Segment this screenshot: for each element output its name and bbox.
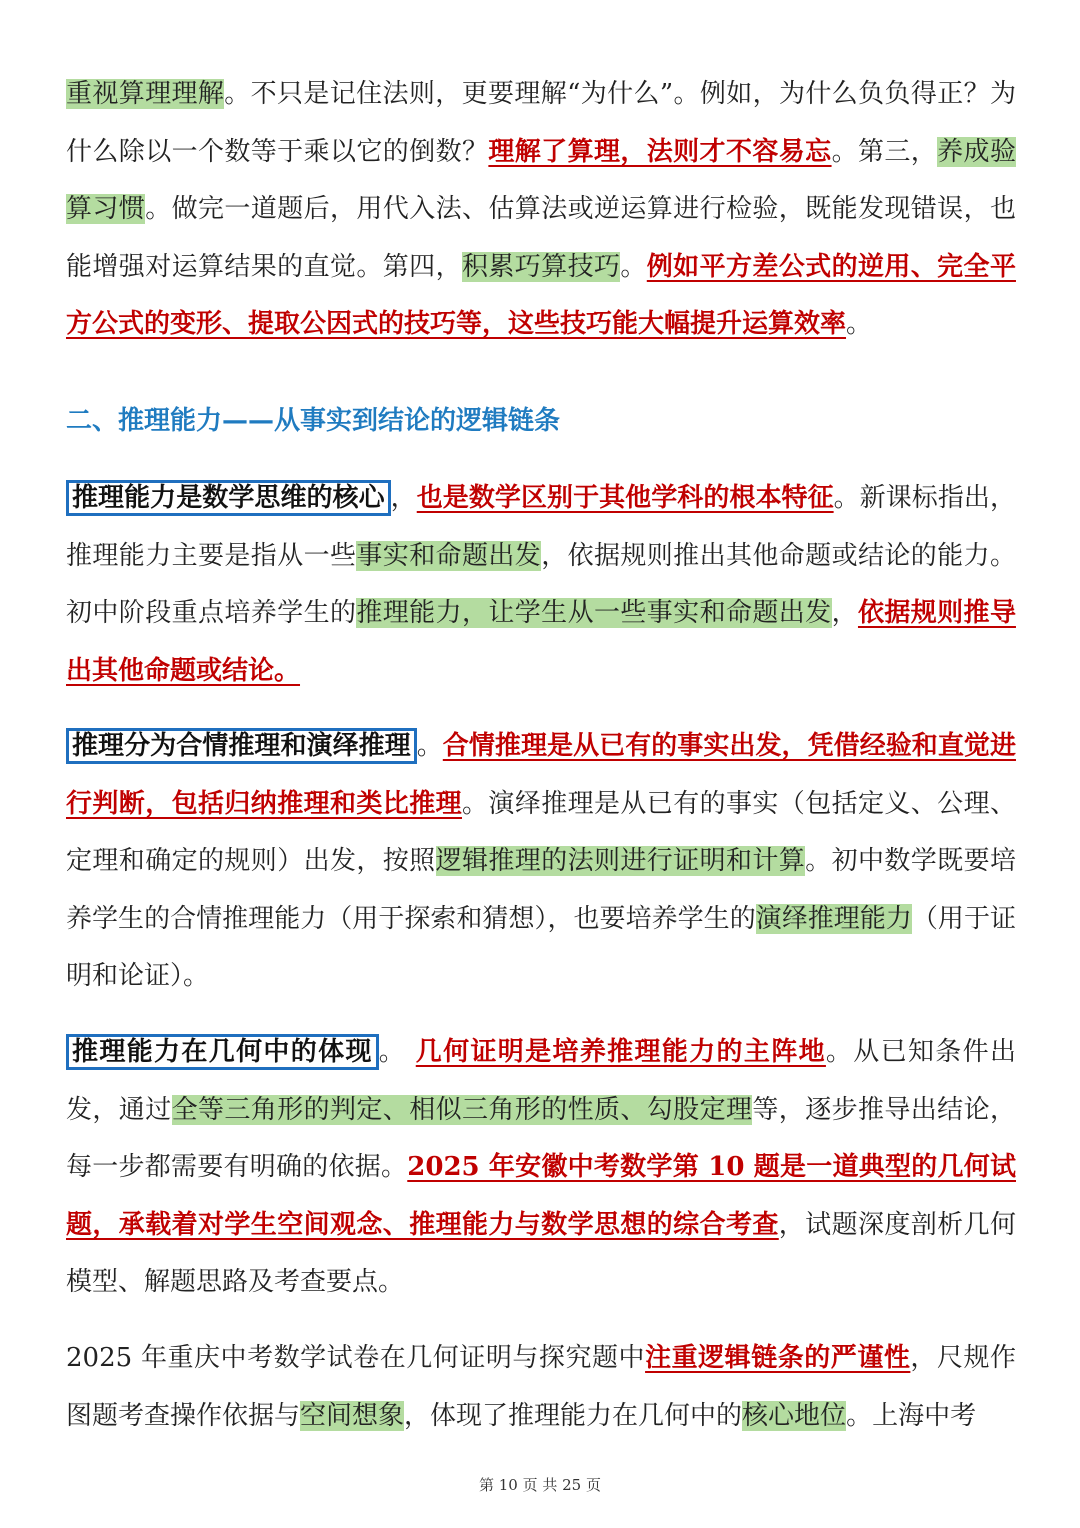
body-text: ，	[831, 598, 858, 628]
paragraph-geometry-reasoning	[66, 1024, 1016, 1312]
highlight-text: 演绎推理能力	[755, 903, 912, 934]
boxed-key-point: 推理分为合情推理和演绎推理	[66, 728, 417, 764]
highlight-text: 积累巧算技巧	[461, 251, 621, 282]
emphasis-text: 几何证明是培养推理能力的主阵地	[415, 1037, 826, 1067]
body-text: 。	[378, 1037, 416, 1067]
boxed-key-point: 推理能力在几何中的体现	[66, 1034, 379, 1070]
body-text: 。初中数学既要培养学生的合情推理能力（用于探索和猜想），也要培养学生的	[66, 846, 1016, 934]
emphasis-text: 注重逻辑链条的严谨性	[645, 1343, 911, 1373]
emphasis-text: 例如平方差公式的逆用、完全平方公式的变形、提取公因式的技巧等，这些技巧能大幅提升运算效率	[66, 251, 1016, 339]
body-text: ，依据规则推出其他命题或结论的能力。初中阶段重点培养学生的	[66, 540, 1016, 628]
highlight-text: 逻辑推理的法则进行证明和计算	[435, 846, 806, 876]
highlight-text: 养成验算习惯	[66, 136, 1016, 224]
section-heading: 二、推理能力——从事实到结论的逻辑链条	[66, 406, 561, 436]
highlight-text: 空间想象	[300, 1400, 405, 1431]
emphasis-text: 依据规则推导出其他命题或结论。	[66, 598, 1016, 686]
paragraph-reasoning-core	[66, 470, 1016, 700]
emphasis-text: 理解了算理，法则才不容易忘	[488, 136, 832, 167]
body-text: 。上海中考	[846, 1400, 977, 1431]
highlight-text: 重视算理理解	[66, 79, 225, 109]
body-text: 等，逐步推导出结论，每一步都需要有明确的依据。	[66, 1094, 1016, 1182]
body-text: ，	[390, 483, 417, 513]
body-text: 。	[620, 251, 647, 282]
body-text: 。从已知条件出发，通过	[66, 1037, 1016, 1125]
paragraph-computation-skills	[66, 66, 1016, 354]
boxed-key-point: 推理能力是数学思维的核心	[66, 480, 391, 516]
highlight-text: 核心地位	[742, 1400, 847, 1431]
body-text: 。做完一道题后，用代入法、估算法或逆运算进行检验，既能发现错误，也能增强对运算结果的直觉。第四，	[66, 194, 1016, 282]
body-text: 。第三，	[831, 136, 938, 167]
body-text: （用于证明和论证）。	[66, 903, 1016, 991]
highlight-text: 推理能力，让学生从一些事实和命题出发	[356, 598, 832, 628]
body-text: 2025 年重庆中考数学试卷在几何证明与探究题中	[66, 1343, 646, 1373]
body-text: 。新课标指出，推理能力主要是指从一些	[66, 483, 1016, 571]
page-number-footer: 第 10 页 共 25 页	[478, 1476, 601, 1494]
highlight-text: 事实和命题出发	[356, 540, 542, 571]
body-text: ，体现了推理能力在几何中的	[404, 1400, 743, 1431]
emphasis-text: 也是数学区别于其他学科的根本特征	[416, 483, 834, 513]
emphasis-text: 合情推理是从已有的事实出发，凭借经验和直觉进行判断，包括归纳推理和类比推理	[66, 731, 1016, 819]
body-text: 。演绎推理是从已有的事实（包括定义、公理、定理和确定的规则）出发，按照	[66, 788, 1016, 876]
paragraph-reasoning-types	[66, 718, 1016, 1006]
body-text: ，尺规作图题考查操作依据与	[66, 1343, 1016, 1431]
paragraph-exam-examples	[66, 1330, 1016, 1445]
body-text: 。不只是记住法则，更要理解“为什么”。例如，为什么负负得正？为什么除以一个数等于乘以它的倒数？	[66, 79, 1016, 167]
highlight-text: 全等三角形的判定、相似三角形的性质、勾股定理	[171, 1094, 753, 1125]
body-text: 。	[846, 309, 873, 339]
body-text: 。	[416, 731, 443, 761]
emphasis-text: 2025 年安徽中考数学第 10 题是一道典型的几何试题，承载着对学生空间观念、推理能力与数学思想的综合考查	[66, 1152, 1016, 1240]
body-text: ，试题深度剖析几何模型、解题思路及考查要点。	[66, 1209, 1016, 1297]
